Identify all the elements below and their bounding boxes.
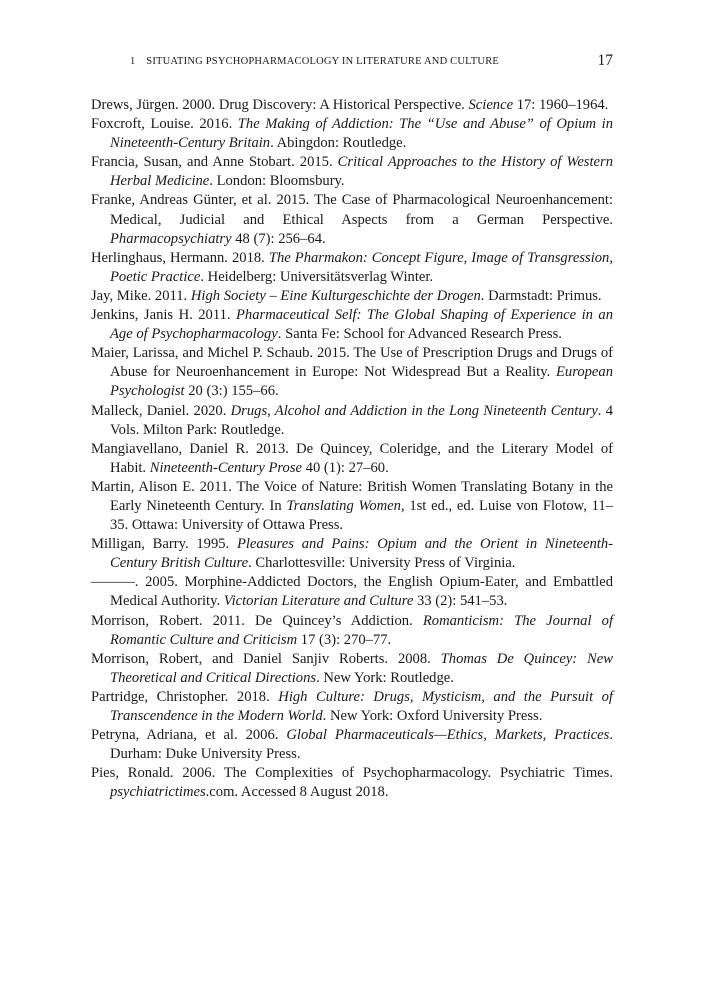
reference-entry [91, 573, 613, 611]
reference-text: .com. Accessed 8 August 2018. [205, 784, 389, 801]
reference-text: . New York: Routledge. [316, 669, 454, 686]
reference-text: 17: 1960–1964. [513, 97, 609, 113]
reference-title-italic: Romanticism: The Journal of Romantic Culture and Criticism [110, 612, 613, 648]
reference-entry [91, 688, 613, 726]
chapter-number: 1 [130, 56, 136, 67]
reference-text: 48 (7): 256–64. [231, 230, 326, 247]
reference-entry [91, 344, 613, 401]
reference-title-italic: Pharmacopsychiatry [110, 230, 232, 247]
reference-title-italic: Pleasures and Pains: Opium and the Orient in Nineteenth-Century British Culture [110, 536, 613, 572]
reference-title-italic: Science [468, 97, 514, 113]
reference-text: . Santa Fe: School for Advanced Research Press. [277, 326, 562, 343]
reference-text: Herlinghaus, Hermann. 2018. [91, 249, 269, 266]
reference-entry [91, 249, 613, 287]
reference-entry [91, 650, 613, 688]
reference-text: . Charlottesville: University Press of Virginia. [248, 555, 516, 572]
reference-title-italic: High Culture: Drugs, Mysticism, and the Pursuit of Transcendence in the Modern World [110, 688, 613, 724]
reference-title-italic: Victorian Literature and Culture [223, 593, 414, 610]
reference-title-italic: Drugs, Alcohol and Addiction in the Long Nineteenth Century [230, 402, 598, 419]
reference-text: . New York: Oxford University Press. [322, 708, 543, 724]
reference-title-italic: High Society – Eine Kulturgeschichte der Drogen [190, 287, 481, 304]
reference-text: Francia, Susan, and Anne Stobart. 2015. [91, 154, 338, 171]
reference-entry [91, 191, 613, 248]
reference-text: Maier, Larissa, and Michel P. Schaub. 2015. The Use of Prescription Drugs and Drugs of Abuse for Neuroenhancement in Europe: Not Widespread But a Reality. [91, 345, 613, 381]
reference-list [91, 96, 613, 802]
reference-title-italic: Translating Women [286, 497, 401, 514]
reference-text: 33 (2): 541–53. [413, 593, 508, 610]
reference-text: 20 (3:) 155–66. [184, 383, 279, 400]
reference-title-italic: European Psychologist [110, 364, 613, 400]
reference-entry [91, 402, 613, 440]
reference-title-italic: Critical Approaches to the History of Western Herbal Medicine [110, 154, 613, 190]
reference-entry [91, 306, 613, 344]
reference-entry [91, 535, 613, 573]
reference-entry [91, 726, 613, 764]
reference-text: Franke, Andreas Günter, et al. 2015. The Case of Pharmacological Neuroenhancement: Medical, Judicial and Ethical Aspects from a German Perspective. [91, 192, 613, 228]
reference-title-italic: The Pharmakon: Concept Figure, Image of Transgression, Poetic Practice [110, 249, 613, 285]
reference-text: , 1st ed., ed. Luise von Flotow, 11–35. Ottawa: University of Ottawa Press. [110, 497, 613, 534]
reference-text: . Darmstadt: Primus. [480, 287, 602, 304]
reference-text: Partridge, Christopher. 2018. [91, 688, 279, 705]
reference-title-italic: psychiatrictimes [110, 784, 206, 801]
reference-title-italic: Nineteenth-Century Prose [149, 459, 302, 476]
reference-title-italic: The Making of Addiction: The “Use and Abuse” of Opium in Nineteenth-Century Britain [110, 116, 614, 152]
reference-text: Martin, Alison E. 2011. The Voice of Nature: British Women Translating Botany in the Early Nineteenth Century. In [91, 478, 613, 514]
running-head [130, 52, 613, 69]
reference-text: . Durham: Duke University Press. [110, 727, 613, 763]
reference-entry [91, 287, 613, 306]
reference-title-italic: Pharmaceutical Self: The Global Shaping of Experience in an Age of Psychopharmacology [110, 307, 613, 343]
reference-text: Petryna, Adriana, et al. 2006. [91, 727, 287, 744]
reference-text: Mangiavellano, Daniel R. 2013. De Quincey, Coleridge, and the Literary Model of Habit. [91, 440, 613, 476]
reference-text: Malleck, Daniel. 2020. [91, 402, 231, 419]
reference-entry [91, 440, 613, 478]
reference-text: Morrison, Robert. 2011. De Quincey’s Addiction. [91, 612, 423, 629]
reference-text: . Abingdon: Routledge. [270, 135, 407, 152]
reference-text: . 4 Vols. Milton Park: Routledge. [110, 402, 614, 438]
reference-entry [91, 612, 613, 650]
reference-text: . London: Bloomsbury. [209, 173, 345, 190]
reference-text: . Heidelberg: Universitätsverlag Winter. [200, 268, 434, 285]
chapter-title: SITUATING PSYCHOPHARMACOLOGY IN LITERATURE AND CULTURE [146, 56, 500, 67]
reference-text: 40 (1): 27–60. [302, 459, 389, 476]
reference-text: Morrison, Robert, and Daniel Sanjiv Roberts. 2008. [91, 650, 441, 667]
reference-text: Jay, Mike. 2011. [91, 287, 191, 304]
reference-text: Foxcroft, Louise. 2016. [91, 116, 238, 133]
reference-entry [91, 96, 613, 115]
reference-entry [91, 115, 613, 153]
page-number: 17 [597, 52, 613, 69]
reference-text: Jenkins, Janis H. 2011. [91, 307, 237, 324]
reference-title-italic: Thomas De Quincey: New Theoretical and Critical Directions [110, 650, 613, 686]
reference-text: Milligan, Barry. 1995. [91, 536, 237, 553]
reference-text: 17 (3): 270–77. [297, 631, 392, 648]
reference-entry [91, 764, 613, 802]
reference-text: ———. 2005. Morphine-Addicted Doctors, the English Opium-Eater, and Embattled Medical Authority. [91, 574, 613, 610]
reference-title-italic: Global Pharmaceuticals—Ethics, Markets, Practices [286, 727, 610, 744]
reference-text: Drews, Jürgen. 2000. Drug Discovery: A Historical Perspective. [91, 97, 469, 113]
reference-entry [91, 478, 613, 535]
reference-entry [91, 153, 613, 191]
reference-text: Pies, Ronald. 2006. The Complexities of Psychopharmacology. Psychiatric Times. [91, 765, 613, 782]
